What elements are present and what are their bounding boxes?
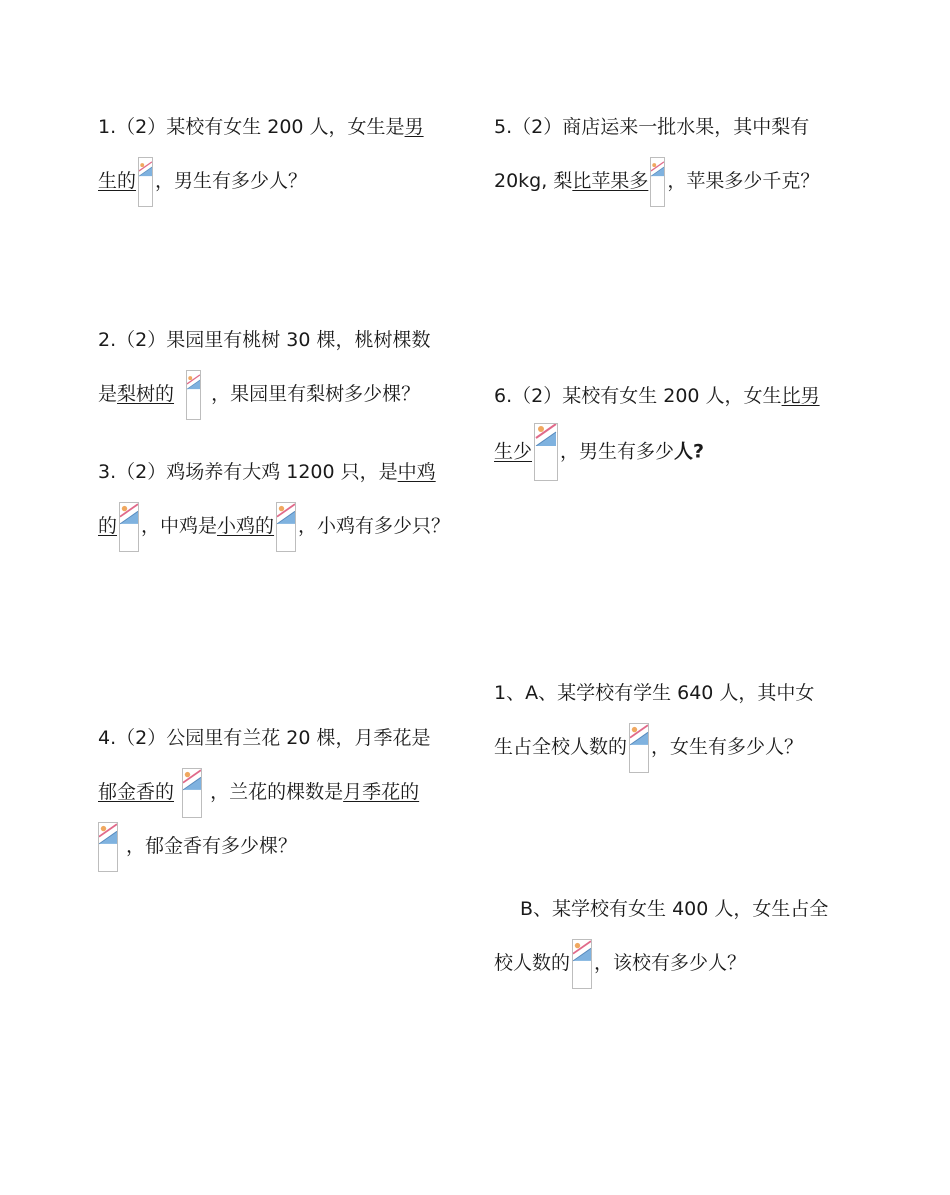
problem-1-text-b: ，男生有多少人？ — [155, 170, 308, 192]
problem-3-underline-3: 小鸡的 — [217, 515, 275, 537]
problem-4-text-b: ，兰花的棵数是 — [210, 781, 344, 803]
broken-image-icon — [276, 502, 296, 552]
problem-1-underline-1: 男 — [404, 116, 424, 138]
broken-image-icon — [138, 157, 153, 207]
broken-image-icon — [572, 939, 592, 989]
problem-3-text-c: ，小鸡有多少只？ — [298, 515, 451, 537]
problem-7 — [494, 666, 814, 774]
problem-6-underline-2: 生少 — [494, 440, 533, 463]
problem-6-text-a: 6.（2）某校有女生 200 人，女生 — [494, 385, 782, 407]
broken-image-icon — [534, 423, 558, 481]
problem-2-underline: 梨树的 — [117, 383, 175, 405]
broken-image-icon — [119, 502, 139, 552]
problem-2 — [98, 313, 430, 421]
broken-image-icon — [186, 370, 201, 420]
problem-3-underline-1: 中鸡 — [397, 461, 436, 483]
problem-5-text-b: 20kg, 梨 — [494, 170, 573, 192]
problem-7-text-b: 生占全校人数的 — [494, 736, 628, 758]
problem-3-underline-2: 的 — [98, 515, 118, 537]
problem-1-underline-2: 生的 — [98, 170, 137, 192]
problem-5-underline: 比苹果多 — [572, 170, 649, 192]
problem-5 — [494, 100, 819, 208]
problem-5-text-a: 5.（2）商店运来一批水果，其中梨有 — [494, 116, 810, 138]
problem-8-text-c: ，该校有多少人？ — [594, 952, 747, 974]
problem-4-underline-2: 月季花的 — [343, 781, 420, 803]
problem-8-text-b: 校人数的 — [494, 952, 571, 974]
broken-image-icon — [650, 157, 665, 207]
problem-8-text-a: B、某学校有女生 400 人，女生占全 — [520, 898, 829, 920]
problem-6-bold-text: 人? — [674, 440, 705, 463]
problem-1-text-a: 1.（2）某校有女生 200 人，女生是 — [98, 116, 405, 138]
broken-image-icon — [629, 723, 649, 773]
problem-1 — [98, 100, 424, 208]
problem-6-text-b: ，男生有多少 — [560, 440, 675, 463]
problem-3-text-b: ，中鸡是 — [141, 515, 218, 537]
problem-7-text-c: ，女生有多少人？ — [651, 736, 804, 758]
problem-3-text-a: 3.（2）鸡场养有大鸡 1200 只，是 — [98, 461, 398, 483]
problem-4-text-a: 4.（2）公园里有兰花 20 棵，月季花是 — [98, 727, 431, 749]
problem-2-text-c: ，果园里有梨树多少棵？ — [211, 383, 421, 405]
problem-6-underline-1: 比男 — [781, 385, 820, 407]
problem-4 — [98, 711, 430, 873]
problem-2-text-a: 2.（2）果园里有桃树 30 棵，桃树棵数 — [98, 329, 431, 351]
problem-4-text-c: ，郁金香有多少棵？ — [126, 835, 298, 857]
problem-6 — [494, 369, 820, 483]
problem-2-text-b: 是 — [98, 383, 118, 405]
problem-7-text-a: 1、A、某学校有学生 640 人，其中女 — [494, 682, 815, 704]
problem-8 — [494, 882, 828, 990]
problem-5-text-c: ，苹果多少千克？ — [667, 170, 820, 192]
problem-4-underline-1: 郁金香的 — [98, 781, 175, 803]
problem-3 — [98, 445, 450, 553]
broken-image-icon — [98, 822, 118, 872]
broken-image-icon — [182, 768, 202, 818]
